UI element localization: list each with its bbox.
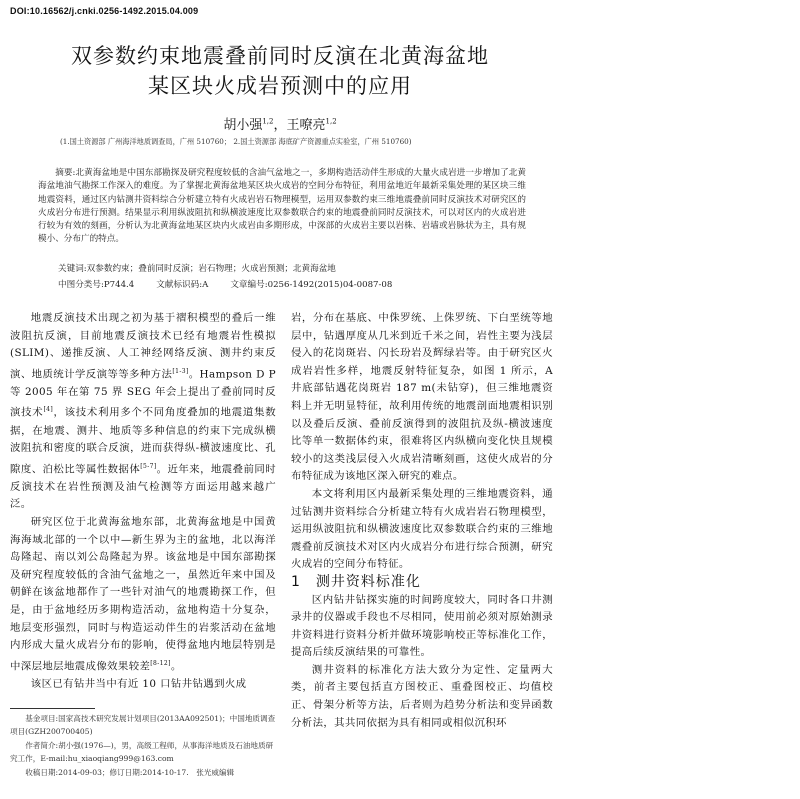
author-2: 王嘹亮 [286,118,326,133]
right-column [291,310,553,732]
intro-paragraph-1: 地震反演技术出现之初为基于褶积模型的叠后一维波阻抗反演，目前地震反演技术已经有地震岩性模拟(SLIM)、递推反演、人工神经网络反演、测井约束反演、地质统计学反演等等多种方法[1-3]。Hampson D P 等 2005 年在第 75 界 SEG 年会上提出了叠前同时反演技术[4]，该技术利用多个不同角度叠加的地震道集数据，在地震、测井、地质等多种信息的约束下完成纵横波阻抗和密度的联合反演，进而获得纵-横波速度比、孔隙度、泊松比等属性数据体[5-7]。近年来，地震叠前同时反演技术在岩性预测及油气检测等方面运用越来越广泛。 [10,312,277,511]
citation-ref[interactable]: [8-12] [150,659,171,667]
footnote-author: 作者简介:胡小强(1976—)，男，高级工程师，从事海洋地质及石油地质研究工作，E-mail:hu_xiaoqiang999@163.com [10,740,274,764]
intro-paragraph-3: 该区已有钻井当中有近 10 口钻井钻遇到火成 [30,677,247,690]
intro-paragraph-2: 研究区位于北黄海盆地东部，北黄海盆地是中国黄海海域北部的一个以中—新生界为主的盆地，北以海洋岛隆起、南以刘公岛隆起为界。该盆地是中国东部勘探及研究程度较低的含油气盆地之一，虽然近年来中国及朝鲜在该盆地都作了一些针对油气的地震勘探工作，但是，由于盆地经历多期构造活动，盆地构造十分复杂，地层变形强烈，同时与构造运动伴生的岩浆活动在盆地内形成大量火成岩分布的影响，使得盆地内地层特别是中深层地层地震成像效果较差[8-12]。 [10,515,276,673]
body-paragraph-continued: 岩，分布在基底、中侏罗统、上侏罗统、下白垩统等地层中，钻遇厚度从几米到近千米之间，岩性主要为浅层侵入的花岗斑岩、闪长玢岩及辉绿岩等。由于研究区火成岩岩性多样，地震反射特征复杂，如图 1 所示，A 井底部钻遇花岗斑岩 187 m(未钻穿)，但三维地震资料上并无明显特征，故利用传统的地震剖面地震相识别以及叠后反演、叠前反演得到的波阻抗及纵-横波速度比等单一数据体约束，很难将区内纵横向变化快且规模较小的这类浅层侵入火成岩清晰刻画，这使火成岩的分布特征成为该地区深入研究的难点。 [291,312,553,483]
abstract: 摘要:北黄海盆地是中国东部勘探及研究程度较低的含油气盆地之一，多期构造活动伴生形成的大量火成岩进一步增加了北黄海盆地油气勘探工作深入的难度。为了掌握北黄海盆地某区块火成岩的空间分布特征，利用盆地近年最新采集处理的某区块三维地震资料，通过区内钻测井资料综合分析建立特有火成岩岩石物理模型，运用双参数约束三维地震叠前同时反演技术对研究区的火成岩分布进行预测。结果显示利用纵波阻抗和纵横波速度比双参数联合约束的地震叠前同时反演技术，可以对区内的火成岩进行较为有效的刻画，分析认为北黄海盆地某区块内火成岩由多期形成，中深部的火成岩主要以岩株、岩墙或岩脉状为主，具有规模小、分布广的特点。 [38,168,526,245]
citation-ref[interactable]: [1-3] [172,367,189,375]
footnote-fund: 基金项目:国家高技术研究发展计划项目(2013AA092501)；中国地质调查项目(GZH200700405) [10,714,276,737]
author-1-affil: 1,2 [262,117,274,126]
citation-ref[interactable]: [4] [43,406,54,414]
body-paragraph: 测井资料的标准化方法大致分为定性、定量两大类，前者主要包括直方图校正、重叠图校正、均值校正、骨架分析等方法，后者则为趋势分析法和变异函数分析法，其共同依据为具有相同或相似沉积环 [291,663,553,729]
footnote-rule [10,708,95,709]
author-2-affil: 1,2 [325,117,337,126]
paper-title-line1: 双参数约束地震叠前同时反演在北黄海盆地 [71,44,489,68]
author-list [0,114,560,133]
citation-ref[interactable]: [5-7] [140,462,157,470]
footnote-dates: 收稿日期:2014-09-03；修订日期:2014-10-17. 张光威编辑 [25,767,235,777]
clc-number: 中图分类号:P744.4 [58,280,135,290]
article-number: 文章编号:0256-1492(2015)04-0087-08 [230,280,393,290]
section-heading-1: 1 测井资料标准化 [291,573,421,590]
paper-title-line2: 某区块火成岩预测中的应用 [148,74,412,98]
doi-label: DOI:10.16562/j.cnki.0256-1492.2015.04.009 [10,6,199,16]
author-1: 胡小强 [223,118,263,133]
keywords: 关键词:双参数约束；叠前同时反演；岩石物理；火成岩预测；北黄海盆地 [58,264,336,274]
affiliations: (1.国土资源部 广州海洋地质调查局，广州 510760； 2.国土资源部 海底矿产资源重点实验室，广州 510760) [60,137,412,146]
author-separator: ， [273,118,287,133]
body-paragraph: 本文将利用区内最新采集处理的三维地震资料，通过钻测井资料综合分析建立特有火成岩岩石物理模型，运用纵波阻抗和纵横波速度比双参数联合约束的三维地震叠前反演技术对区内火成岩分布进行综合预测，研究火成岩的空间分布特征。 [291,487,553,571]
body-paragraph: 区内钻井钻探实施的时间跨度较大，同时各口井测录井的仪器或手段也不尽相同，使用前必须对原始测录井资料进行资料分析并做环境影响校正等标准化工作，提高后续反演结果的可靠性。 [291,593,553,659]
left-column [10,310,276,693]
document-code: 文献标识码:A [156,280,209,290]
classification-line [58,278,392,290]
footnotes [10,712,276,779]
